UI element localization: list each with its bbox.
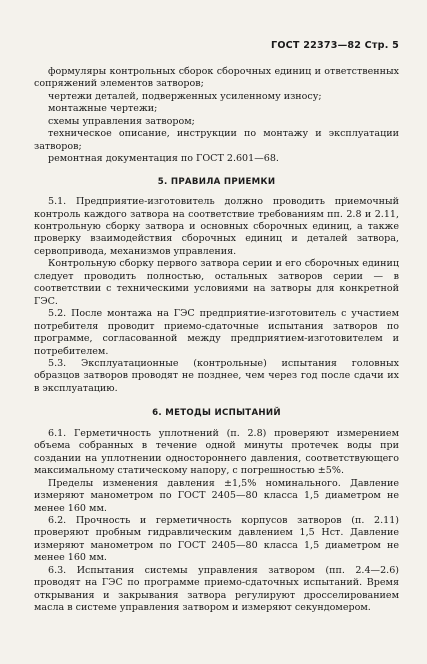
section-6-heading: 6. МЕТОДЫ ИСПЫТАНИЙ (152, 408, 281, 419)
section-6-paragraph-4: 6.3. Испытания системы управления затвором (пп. 2.4—2.6) проводят на ГЭС по программе приемо-сдаточных испытаний. Время открывания и закрывания затвора регулируют дросселированием масла в системе управления затвором и измеряют секундомером. (34, 564, 399, 614)
section-5-heading: 5. ПРАВИЛА ПРИЕМКИ (157, 176, 276, 187)
section-5-paragraph-2: Контрольную сборку первого затвора серии и его сборочных единиц следует проводить полностью, остальных затворов серии — в соответствии с техническими условиями на затворы для конкретной ГЭС. (34, 258, 399, 307)
intro-item-4: схемы управления затвором; (48, 115, 195, 127)
intro-item-5: техническое описание, инструкции по монтажу и эксплуатации затворов; (34, 128, 399, 152)
section-6-paragraph-3: 6.2. Прочность и герметичность корпусов затворов (п. 2.11) проверяют пробным гидравлическим давлением 1,5 Hст. Давление измеряют манометром по ГОСТ 2405—80 класса 1,5 диаметром не менее 160 мм. (34, 514, 399, 564)
section-5-paragraph-3: 5.2. После монтажа на ГЭС предприятие-изготовитель с участием потребителя проводит приемо-сдаточные испытания затворов по программе, согласованной между предприятием-изготовителем и потребителем. (34, 308, 399, 357)
section-5-paragraph-4: 5.3. Эксплуатационные (контрольные) испытания головных образцов затворов проводят не позднее, чем через год после сдачи их в эксплуатацию. (34, 357, 399, 394)
document-body (34, 66, 399, 615)
section-5-paragraph-1: 5.1. Предприятие-изготовитель должно проводить приемочный контроль каждого затвора на соответствие требованиям пп. 2.8 и 2.11, контрольную сборку затвора и основных сборочных единиц, а также проверку взаимодействия сборочных единиц и деталей затвора, сервопривода, механизмов управления. (34, 196, 399, 257)
intro-item-2: чертежи деталей, подверженных усиленному износу; (48, 90, 322, 102)
intro-item-1: формуляры контрольных сборок сборочных единиц и ответственных сопряжений элементов затворов; (34, 66, 399, 90)
section-6-paragraph-2: Пределы изменения давления ±1,5% номинального. Давление измеряют манометром по ГОСТ 2405—80 класса 1,5 диаметром не менее 160 мм. (34, 477, 399, 514)
intro-item-6: ремонтная документация по ГОСТ 2.601—68. (48, 153, 279, 165)
page-header: ГОСТ 22373—82 Стр. 5 (271, 40, 399, 51)
intro-item-3: монтажные чертежи; (48, 103, 158, 115)
section-6-paragraph-1: 6.1. Герметичность уплотнений (п. 2.8) проверяют измерением объема собранных в течение одной минуты протечек воды при создании на уплотнении одностороннего давления, соответствующего максимальному статическому напору, с погрешностью ±5%. (34, 427, 399, 477)
